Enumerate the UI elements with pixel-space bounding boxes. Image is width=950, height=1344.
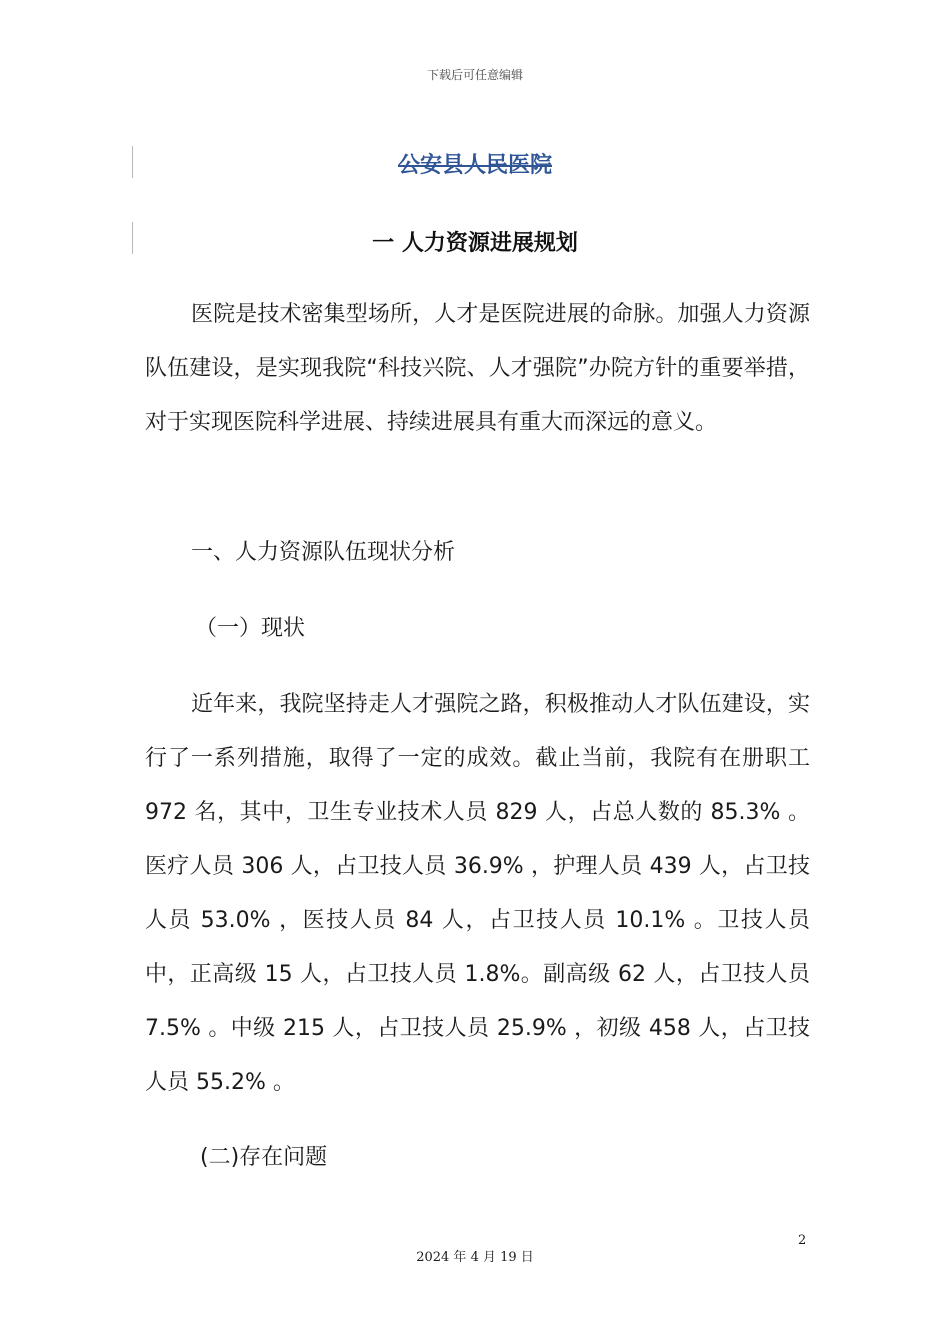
- subsection-heading: （一）现状: [195, 616, 306, 641]
- document-subtitle: 一 人力资源进展规划: [372, 231, 578, 256]
- status-paragraph: 近年来，我院坚持走人才强院之路，积极推动人才队伍建设，实行了一系列措施，取得了一定的成效。截止当前，我院有在册职工 972 名，其中，卫生专业技术人员 829 人，占总人数的 85.3% 。医疗人员 306 人，占卫技人员 36.9% ，护理人员 439 人，占卫技人员 53.0% ，医技人员 84 人，占卫技人员 10.1% 。卫技人员中，正高级 15 人，占卫技人员 1.8%。副高级 62 人，占卫技人员 7.5% 。中级 215 人，占卫技人员 25.9% ，初级 458 人，占卫技人员 55.2% 。: [145, 692, 810, 1095]
- intro-paragraph: 医院是技术密集型场所，人才是医院进展的命脉。加强人力资源队伍建设，是实现我院“科技兴院、人才强院”办院方针的重要举措，对于实现医院科学进展、持续进展具有重大而深远的意义。: [145, 302, 810, 435]
- footer-date: 2024 年 4 月 19 日: [416, 1250, 534, 1265]
- section-heading: 一、人力资源队伍现状分析: [191, 540, 456, 565]
- page-number: 2: [798, 1233, 807, 1248]
- subsection-heading: (二)存在问题: [200, 1145, 328, 1170]
- document-title: 公安县人民医院: [397, 153, 552, 178]
- header-note: 下载后可任意编辑: [426, 68, 523, 82]
